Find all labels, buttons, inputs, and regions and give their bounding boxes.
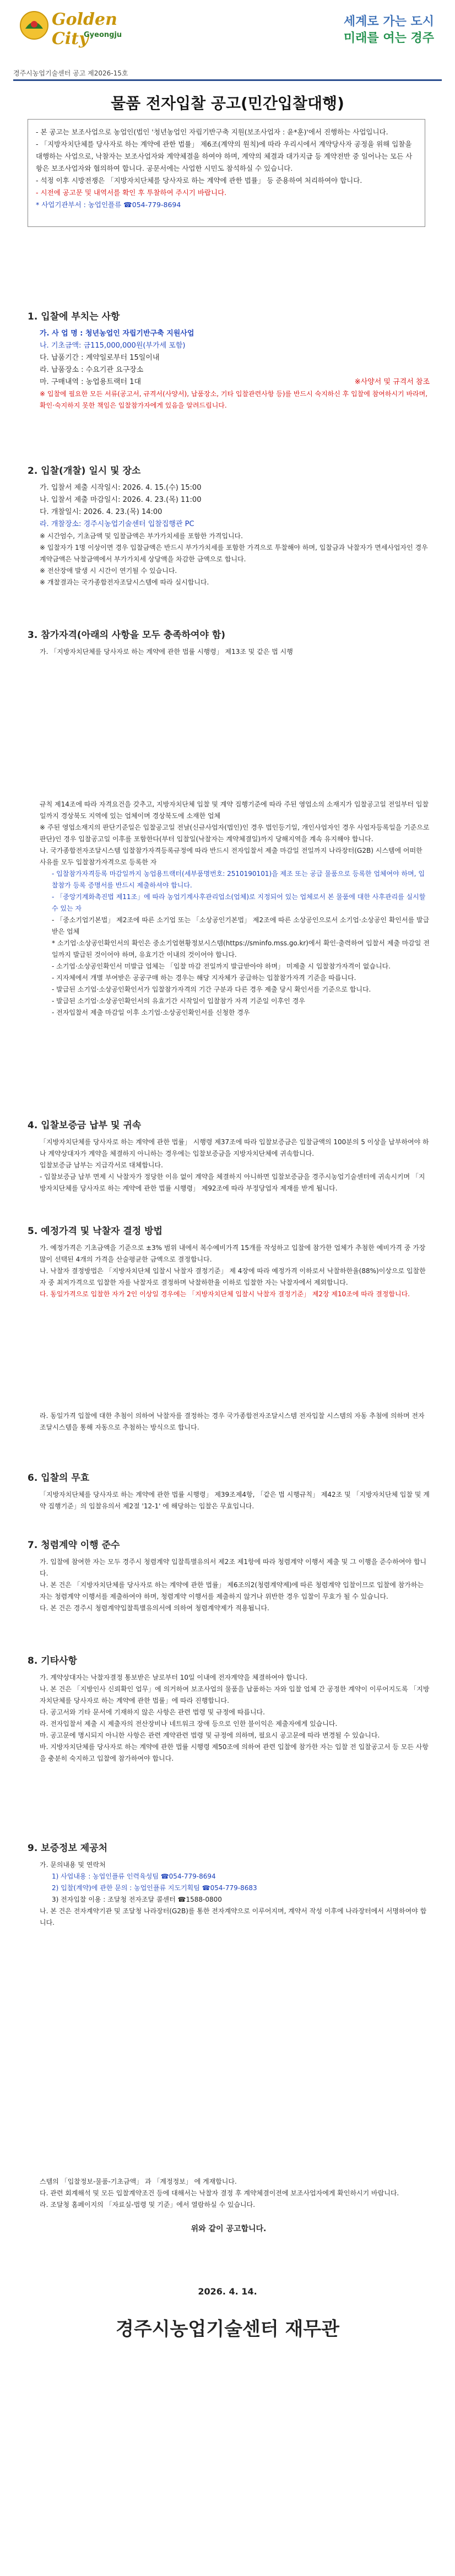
qualification-item: ※ 주된 영업소재지의 판단기준일은 입찰공고일 전날(신규사업자(법인)인 경우 법인등기일, 개인사업자인 경우 사업자등록일을 기준으로 판단)인 경우 입찰공고일 이후를 포함한다(부터 입찰일(낙찰자는 계약체결일)까지 당해지역을 계속 유지해야 합니다. bbox=[40, 824, 430, 843]
qualification-item: - 소기업·소상공인확인서 미발급 업체는 「입찰 마감 전일까지 발급받아야 하며」 미제출 시 입찰참가자격이 없습니다. bbox=[52, 962, 391, 970]
section-title: 4. 입찰보증금 납부 및 귀속 bbox=[28, 1120, 142, 1131]
misc-item: 라. 전자입찰서 제출 시 제출자의 전산장비나 네트워크 장애 등으로 인한 불이익은 제출자에게 있습니다. bbox=[40, 1720, 338, 1728]
opening-place: 라. 개찰장소: 경주시농업기술센터 입찰집행관 PC bbox=[40, 520, 194, 528]
deposit-item: 「지방자치단체를 당사자로 하는 계약에 관한 법률」 시행령 제37조에 따라 입찰보증금은 입찰금액의 100분의 5 이상을 납부하여야 하나 계약상대자가 계약을 체결하지 아니하는 경우에는 입찰보증금을 지방자치단체에 귀속합니다. bbox=[40, 1138, 429, 1157]
purchase-item bbox=[28, 376, 430, 388]
qualification-item: - 발급된 소기업·소상공인확인서가 입찰참가자격의 기간 구분과 다른 경우 제출 당시 확인서를 기준으로 합니다. bbox=[52, 986, 371, 993]
golden-city-emblem-icon bbox=[19, 10, 50, 41]
qualification-item: - 전자입찰서 제출 마감일 이후 소기업·소상공인확인서를 신청한 경우 bbox=[52, 1009, 250, 1016]
section-8 bbox=[28, 1653, 430, 1765]
section-3 bbox=[28, 627, 430, 658]
misc-item: 가. 계약상대자는 낙찰자결정 통보받은 날로부터 10일 이내에 전자계약을 체결하여야 합니다. bbox=[40, 1674, 308, 1681]
misc-item: 바. 지방자치단체를 당사자로 하는 계약에 관한 법률 시행령 제50조에 의하여 관련 입찰에 참가한 자는 입찰 전 입찰공고서 등 모든 사항을 충분히 숙지하고 입찰에 참가하여야 합니다. bbox=[40, 1743, 429, 1762]
base-amount: 나. 기초금액: 금115,000,000원(부가세 포함) bbox=[40, 342, 186, 350]
section-2-note: ※ 개찰결과는 국가종합전자조달시스템에 따라 실시합니다. bbox=[40, 578, 209, 586]
qualification-item: 나. 국가종합전자조달시스템 입찰참가자격등록규정에 따라 반드시 전자입찰서 제출 마감일 전일까지 나라장터(G2B) 시스템에 어떠한 사유를 모두 입찰참가자격으로 등록한 자 bbox=[40, 847, 422, 866]
purchase-item-text: 마. 구매내역 : 농업용트랙터 1대 bbox=[40, 378, 142, 386]
logo-text: Golden City bbox=[52, 10, 117, 48]
notice-box bbox=[28, 119, 425, 227]
page-title: 물품 전자입찰 공고(민간입찰대행) bbox=[111, 94, 344, 112]
qualification-item: - 지자체에서 개별 부여받은 공공구매 하는 경우는 해당 지자체가 공급하는 입찰참가자격 기준을 따릅니다. bbox=[52, 974, 356, 982]
misc-item: 나. 본 건은 「지방인사 신뢰확인 업무」에 의거하여 보조사업의 물품을 납품하는 자와 입찰 업체 간 공정한 계약이 이루어지도록 「지방자치단체를 당사자로 하는 계약에 관한 법률」에 따라 진행합니다. bbox=[40, 1685, 430, 1704]
closing-text bbox=[28, 2176, 430, 2235]
contact-item: 나. 본 건은 전자계약기관 및 조달청 나라장터(G2B)를 통한 전자계약으로 이루어지며, 계약서 작성 이후에 나라장터에서 서명하여야 합니다. bbox=[40, 1907, 427, 1926]
closing-announcement: 위와 같이 공고합니다. bbox=[191, 2225, 267, 2233]
notice-line: - 「지방자치단체를 당사자로 하는 계약에 관한 법률」 제6조(계약의 원칙)에 따라 우리시에서 계약당사자 공정을 위해 입찰을 대행하는 사업으로, 낙찰자는 보조사업자와 계약체결을 하여야 하며, 계약의 체결과 대가지급 등 계약전반 중 일어나는 모든 사항은 보조사업자와 협의하여 합니다. 공문서에는 사업한 시민도 참석하실 수 있습니다. bbox=[36, 140, 413, 172]
slogan-line-2: 미래를 여는 경주 bbox=[343, 31, 434, 45]
deposit-item: 입찰보증금 납부는 지급각서로 대체합니다. bbox=[40, 1161, 163, 1169]
section-1-note: ※ 입찰에 필요한 모든 서류(공고서, 규격서(사양서), 납품장소, 기타 입찰관련사항 등)를 반드시 숙지하신 후 입찰에 참여하시기 바라며, 확인·숙지하지 못한 책임은 입찰참가자에게 있음을 알려드립니다. bbox=[40, 390, 428, 409]
section-4 bbox=[28, 1117, 430, 1194]
price-item: 라. 동일가격 입찰에 대한 추첨이 의하여 낙찰자를 결정하는 경우 국가종합전자조달시스템 전자입찰 시스템의 자동 추첨에 의하며 전자조달시스템을 통해 자동으로 추첨하는 방식으로 합니다. bbox=[40, 1412, 425, 1431]
section-5-continued bbox=[28, 1410, 430, 1433]
misc-item: 마. 공고문에 명시되지 아니한 사항은 관련 계약관련 법령 및 규정에 의하며, 필요시 공고문에 따라 변경될 수 있습니다. bbox=[40, 1731, 380, 1739]
section-title: 9. 보증정보 제공처 bbox=[28, 1843, 108, 1854]
section-title: 5. 예정가격 및 낙찰자 결정 방법 bbox=[28, 1226, 162, 1237]
section-6 bbox=[28, 1470, 430, 1512]
delivery-place: 라. 납품장소 : 수요기관 요구장소 bbox=[40, 366, 144, 374]
section-9 bbox=[28, 1840, 430, 1929]
notice-line: - 본 공고는 보조사업으로 농업인(법인 '청년농업인 자립기반구축 지원(보조사업자 : 윤*훈)'에서 진행하는 사업입니다. bbox=[36, 128, 388, 136]
slogan-line-1: 세계로 가는 도시 bbox=[343, 14, 434, 29]
opening-time: 다. 개찰일시: 2026. 4. 23.(목) 14:00 bbox=[40, 508, 162, 516]
section-title: 3. 참가자격(아래의 사항을 모두 충족하여야 함) bbox=[28, 630, 226, 641]
qualification-item: - 입찰참가자격등록 마감일까지 농업용트랙터(세부품명번호: 2510190101)을 제조 또는 공급 물품으로 등록한 업체여야 하며, 입찰참가 등록 증명서를 반드시 제출하셔야 합니다. bbox=[52, 870, 425, 889]
header bbox=[0, 0, 455, 83]
contact-item: 1) 사업내용 : 농업인플류 인력육성팀 ☎054-779-8694 bbox=[52, 1873, 216, 1880]
section-2-note: ※ 입찰자가 1명 이상이면 경우 입찰금액은 반드시 부가가치세를 포함한 가격으로 투찰해야 하며, 입찰금과 낙찰자가 면세사업자인 경우 계약금액은 낙찰금액에서 부가가치세 상당액을 차감한 금액으로 합니다. bbox=[40, 544, 428, 563]
closing-line: 라. 조달청 홈페이지의 「자료실-법령 및 기준」에서 열람하실 수 있습니다. bbox=[40, 2201, 256, 2209]
closing-line: 스템의 「입찰정보-물품-기초금액」 과 「계정정보」 에 게재합니다. bbox=[40, 2178, 237, 2185]
section-title: 1. 입찰에 부치는 사항 bbox=[28, 311, 120, 322]
misc-item: 다. 공고서와 기타 문서에 기재하지 않은 사항은 관련 법령 및 규정에 따릅니다. bbox=[40, 1708, 265, 1716]
bid-deadline: 나. 입찰서 제출 마감일시: 2026. 4. 23.(목) 11:00 bbox=[40, 496, 202, 504]
deposit-item: - 입찰보증금 납부 면제 시 낙찰자가 정당한 이유 없이 계약을 체결하지 아니하면 입찰보증금을 경주시농업기술센터에 귀속시키며 「지방자치단체를 당사자로 하는 계약에 관한 법률 시행령」 제92조에 따라 부정당업자 제재를 받게 됩니다. bbox=[40, 1173, 425, 1192]
section-2-note: ※ 전산장애 발생 시 시간이 연기될 수 있습니다. bbox=[40, 567, 177, 575]
city-slogan bbox=[312, 9, 438, 44]
document-number: 경주시농업기술센터 공고 제2026-15호 bbox=[13, 69, 128, 77]
contact-item: 가. 문의내용 및 연락처 bbox=[40, 1861, 106, 1869]
qualification-item: - 「중소기업기본법」 제2조에 따른 소기업 또는 「소상공인기본법」 제2조에 따른 소상공인으로서 소기업·소상공인 확인서를 발급받은 업체 bbox=[52, 916, 430, 935]
section-2-note: ※ 시간엄수, 기초금액 및 입찰금액은 부가가치세를 포함한 가격입니다. bbox=[40, 532, 243, 540]
issuing-organization: 경주시농업기술센터 재무관 bbox=[116, 2318, 339, 2340]
delivery-period: 다. 납품기간 : 계약일로부터 15일이내 bbox=[40, 354, 160, 362]
section-3-continued bbox=[28, 799, 430, 1019]
notice-line-warning: - 시전에 공고문 및 내역서를 확인 후 투찰하여 주시기 바랍니다. bbox=[36, 188, 227, 197]
section-title: 7. 청렴계약 이행 준수 bbox=[28, 1540, 120, 1551]
section-2 bbox=[28, 463, 430, 588]
logo-subtext: Gyeongju bbox=[84, 31, 122, 39]
qualification-item: 가. 「지방자치단체를 당사자로 하는 계약에 관한 법률 시행령」 제13조 및 같은 법 시행 bbox=[40, 648, 293, 656]
section-title: 8. 기타사항 bbox=[28, 1655, 77, 1666]
bid-start: 가. 입찰서 제출 시작일시: 2026. 4. 15.(수) 15:00 bbox=[40, 484, 202, 492]
price-item bbox=[28, 1265, 430, 1289]
closing-line: 다. 관련 회계해석 및 모든 입찰계약조건 등에 대해서는 낙찰자 결정 후 계약체결이전에 보조사업자에게 확인하시기 바랍니다. bbox=[40, 2189, 399, 2197]
announcement-date: 2026. 4. 14. bbox=[198, 2286, 257, 2297]
section-title: 2. 입찰(개찰) 일시 및 장소 bbox=[28, 466, 141, 477]
purchase-item-note: ※사양서 및 규격서 참조 bbox=[354, 378, 430, 386]
notice-line: - 석정 이후 시방전쟁은 「지방자치단체를 당사자로 하는 계약에 관한 법률」 등 준용하여 처리하여야 합니다. bbox=[36, 176, 362, 185]
price-item: 가. 예정가격은 기초금액을 기준으로 ±3% 범위 내에서 복수예비가격 15개를 작성하고 입찰에 참가한 업체가 추첨한 예비가격 중 가장 많이 선택된 4개의 가격을 산술평균한 금액으로 결정합니다. bbox=[40, 1244, 426, 1263]
qualification-item: 규칙 제14조에 따라 자격요건을 갖추고, 지방자치단체 입찰 및 계약 집행기준에 따라 주된 영업소의 소재지가 입찰공고일 전일부터 입찰일까지 경상북도 지역에 있는 업체이며 경상북도에 소재한 업체 bbox=[40, 800, 429, 820]
notice-contact: * 사업기관부서 : 농업인플류 ☎054-779-8694 bbox=[36, 201, 181, 209]
section-1 bbox=[28, 309, 430, 412]
header-divider bbox=[13, 79, 442, 81]
golden-city-logo bbox=[19, 8, 145, 48]
section-5 bbox=[28, 1223, 430, 1300]
invalid-bid-item: 「지방자치단체를 당사자로 하는 계약에 관한 법률 시행령」 제39조제4항, 「같은 법 시행규칙」 제42조 및 「지방자치단체 입찰 및 계약 집행기준」의 입찰유의서 제2절 '12-1' 에 해당하는 입찰은 무효입니다. bbox=[40, 1491, 430, 1510]
section-7 bbox=[28, 1537, 430, 1614]
qualification-item: - 발급된 소기업·소상공인확인서의 유효기간 시작일이 입찰참가 자격 기준일 이후인 경우 bbox=[52, 997, 305, 1005]
contact-item: 3) 전자입찰 이용 : 조달청 전자조달 콜센터 ☎1588-0800 bbox=[52, 1896, 222, 1903]
price-item: 다. 동일가격으로 입찰한 자가 2인 이상일 경우에는 「지방자치단체 입찰시 낙찰자 결정기준」 제2장 제10조에 따라 결정합니다. bbox=[40, 1290, 410, 1298]
price-item-text: 나. 낙찰자 결정방법은 「지방자치단체 입찰시 낙찰자 결정기준」 제 4장에 따라 예정가격 이하로서 낙찰하한율(88%)이상으로 입찰한 자 중 최저가격으로 입찰한 자를 낙찰자로 결정하며 낙찰하한율 이하로 입찰한 자는 낙찰자에서 제외합니다. bbox=[40, 1267, 426, 1286]
integrity-item: 가. 입찰에 참여한 자는 모두 경주시 청렴계약 입찰특별유의서 제2조 제1항에 따라 청렴계약 이행서 제출 및 그 이행을 준수하여야 합니다. bbox=[40, 1558, 427, 1577]
qualification-item: * 소기업·소상공인확인서의 확인은 중소기업현황정보시스템(https://sminfo.mss.go.kr)에서 확인·출력하여 입찰서 제출 마감일 전일까지 발급된 것이어야 하며, 유효기간 이내의 것이어야 합니다. bbox=[52, 939, 430, 959]
integrity-item: 다. 본 건은 경주시 청렴계약입찰특별유의서에 의하여 청렴계약제가 적용됩니다. bbox=[40, 1604, 269, 1612]
contact-item: 2) 입찰(계약)에 관한 문의 : 농업인플류 지도기획팀 ☎054-779-8683 bbox=[52, 1884, 257, 1892]
integrity-item: 나. 본 건은 「지방자치단체를 당사자로 하는 계약에 관한 법률」 제6조의2(청렴계약제)에 따른 청렴계약 입찰이므로 입찰에 참가하는 자는 청렴계약 이행서를 제출하여야 하며, 청렴계약 이행서를 제출하지 않거나 위반한 경우 입찰이 무효가 될 수 있습니다. bbox=[40, 1581, 424, 1600]
project-name: 가. 사 업 명 : 청년농업인 자립기반구축 지원사업 bbox=[40, 329, 194, 338]
section-title: 6. 입찰의 무효 bbox=[28, 1473, 90, 1484]
qualification-item: - 「중앙기계화촉진법 제11조」에 따라 농업기계사후관리업소(업체)로 지정되어 있는 업체로서 본 물품에 대한 사후관리를 실시할 수 있는 자 bbox=[52, 893, 426, 912]
